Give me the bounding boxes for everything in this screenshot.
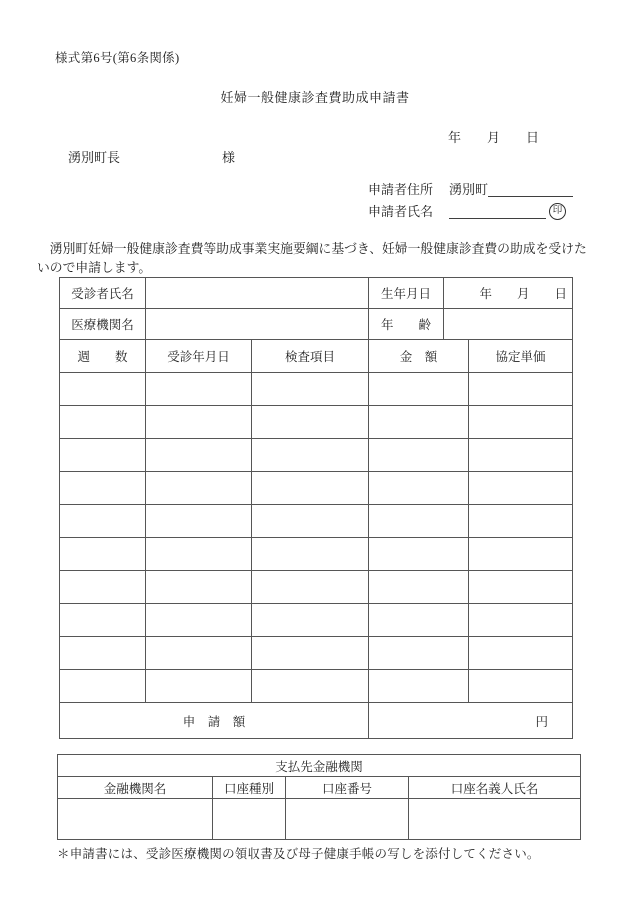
exam-row [60,538,573,571]
institution-cell [146,309,369,340]
exam-row [60,406,573,439]
exam-cell-amount [369,373,469,406]
bank-cell-account-number [286,799,409,840]
exam-cell-unit-price [469,373,573,406]
age-label: 年 齢 [369,309,444,340]
total-row [60,703,573,739]
exam-cell-amount [369,604,469,637]
applicant-address-line [368,181,573,198]
exam-cell-unit-price [469,406,573,439]
exam-row [60,670,573,703]
bank-table-grid [57,754,581,840]
exam-rows [60,373,573,703]
bank-col-institution: 金融機関名 [58,777,213,799]
addressee-honorific: 様 [222,150,236,165]
applicant-name-line [368,203,566,220]
exam-row [60,505,573,538]
exam-row [60,637,573,670]
exam-cell-date [146,637,252,670]
bank-table-title: 支払先金融機関 [58,755,581,777]
exam-cell-weeks [60,604,146,637]
exam-cell-weeks [60,571,146,604]
addressee-name: 湧別町長 [68,150,121,165]
exam-table-total [59,702,573,739]
examinee-name-label: 受診者氏名 [60,278,146,309]
exam-cell-date [146,604,252,637]
exam-cell-amount [369,472,469,505]
exam-cell-unit-price [469,472,573,505]
exam-cell-unit-price [469,637,573,670]
addressee-line [68,147,235,166]
exam-cell-amount [369,406,469,439]
exam-cell-amount [369,637,469,670]
birthdate-cell: 年 月 日 [444,278,573,309]
exam-row [60,472,573,505]
exam-cell-amount [369,538,469,571]
examinee-name-cell [146,278,369,309]
total-label: 申 請 額 [60,703,369,739]
exam-cell-date [146,406,252,439]
page-title: 妊婦一般健康診査費助成申請書 [220,90,410,105]
exam-table-grid [59,339,573,703]
bank-cell-account-holder [409,799,581,840]
exam-cell-date [146,571,252,604]
exam-cell-unit-price [469,604,573,637]
applicant-address-label: 申請者住所 [368,182,434,197]
bank-col-account-number: 口座番号 [286,777,409,799]
column-header-exam-date: 受診年月日 [146,340,252,373]
exam-cell-item [252,538,369,571]
footnote: ＊申請書には、受診医療機関の領収書及び母子健康手帳の写しを添付してください。 [57,847,540,861]
exam-cell-item [252,373,369,406]
bank-col-account-type: 口座種別 [213,777,286,799]
body-line-2: いので申請します。 [37,260,152,275]
exam-cell-item [252,406,369,439]
applicant-name-label: 申請者氏名 [368,204,434,219]
exam-cell-amount [369,439,469,472]
applicant-name-underline [449,218,546,219]
exam-cell-weeks [60,637,146,670]
bank-entry-row [58,799,581,840]
exam-cell-item [252,604,369,637]
total-amount-cell [369,703,573,739]
form-code: 様式第6号(第6条関係) [55,51,180,65]
header-date: 年 月 日 [448,130,540,145]
exam-cell-weeks [60,439,146,472]
column-header-weeks: 週 数 [60,340,146,373]
exam-cell-item [252,439,369,472]
exam-cell-item [252,637,369,670]
exam-cell-weeks [60,505,146,538]
exam-cell-amount [369,505,469,538]
body-line-1: 湧別町妊婦一般健康診査費等助成事業実施要綱に基づき、妊婦一般健康診査費の助成を受けた [37,242,587,256]
column-header-exam-item: 検査項目 [252,340,369,373]
exam-cell-date [146,373,252,406]
total-unit-label: 円 [535,714,548,729]
bank-table-title-row [58,755,581,777]
applicant-address-underline [488,196,573,197]
exam-cell-date [146,670,252,703]
exam-cell-amount [369,670,469,703]
exam-table [59,277,573,739]
exam-cell-date [146,505,252,538]
exam-cell-date [146,472,252,505]
exam-cell-amount [369,571,469,604]
bank-col-account-holder: 口座名義人氏名 [409,777,581,799]
exam-cell-date [146,439,252,472]
exam-row [60,604,573,637]
exam-cell-weeks [60,538,146,571]
bank-header-row [58,777,581,799]
exam-cell-unit-price [469,571,573,604]
birthdate-label: 生年月日 [369,278,444,309]
bank-table [57,754,581,840]
exam-row [60,439,573,472]
applicant-address-value: 湧別町 [449,182,489,197]
institution-label: 医療機関名 [60,309,146,340]
age-cell [444,309,573,340]
exam-table-top [59,277,573,340]
exam-row [60,373,573,406]
exam-grid-header [60,340,573,373]
exam-cell-weeks [60,406,146,439]
column-header-agreed-unit-price: 協定単価 [469,340,573,373]
exam-cell-weeks [60,373,146,406]
exam-cell-unit-price [469,670,573,703]
exam-cell-item [252,571,369,604]
exam-cell-item [252,472,369,505]
seal-character: 印 [552,205,563,216]
exam-cell-unit-price [469,439,573,472]
seal-mark-icon [549,203,566,220]
bank-cell-account-type [213,799,286,840]
exam-cell-item [252,670,369,703]
exam-cell-date [146,538,252,571]
exam-cell-unit-price [469,538,573,571]
exam-cell-weeks [60,472,146,505]
bank-cell-institution [58,799,213,840]
body-paragraph [37,240,603,277]
exam-cell-item [252,505,369,538]
exam-cell-weeks [60,670,146,703]
column-header-amount: 金 額 [369,340,469,373]
exam-row [60,571,573,604]
exam-cell-unit-price [469,505,573,538]
